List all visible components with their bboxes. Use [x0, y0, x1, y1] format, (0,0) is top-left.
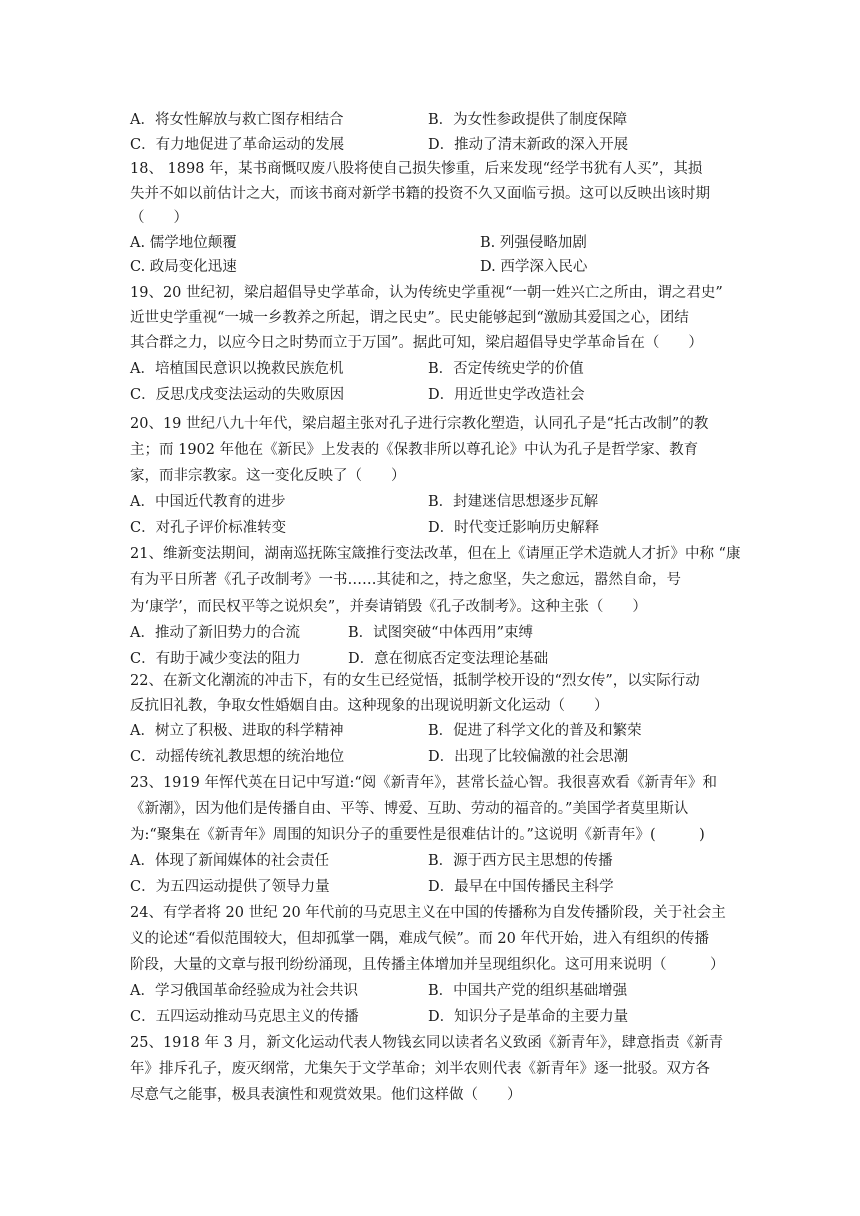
q19-option-b: B．否定传统史学的价值 — [428, 361, 584, 377]
q17-option-b: B．为女性参政提供了制度保障 — [428, 112, 628, 128]
q23-option-c: C．为五四运动提供了领导力量 — [130, 879, 330, 895]
q19-option-c: C．反思戊戌变法运动的失败原因 — [130, 387, 345, 403]
q21-stem-line-2: 有为平日所著《孔子改制考》一书……其徒和之，持之愈坚，失之愈远，嚣然自命，号 — [130, 572, 681, 588]
q23-option-d: D．最早在中国传播民主科学 — [428, 879, 614, 895]
q22-option-b: B．促进了科学文化的普及和繁荣 — [428, 723, 642, 739]
q25-stem-line-1: 25、1918 年 3 月，新文化运动代表人物钱玄同以读者名义致函《新青年》，肆意指责《新青 — [130, 1035, 724, 1051]
q22-stem-line-2: 反抗旧礼教，争取女性婚姻自由。这种现象的出现说明新文化运动（ ） — [130, 698, 609, 714]
q19-stem-line-1: 19、20 世纪初，梁启超倡导史学革命，认为传统史学重视“一朝一姓兴亡之所由，谓之君史” — [130, 285, 723, 301]
q17-option-d: D．推动了清末新政的深入开展 — [428, 137, 629, 153]
q20-stem-line-2: 主；而 1902 年他在《新民》上发表的《保教非所以尊孔论》中认为孔子是哲学家、教育 — [130, 442, 699, 458]
q24-option-a: A．学习俄国革命经验成为社会共识 — [130, 983, 358, 999]
q24-stem-line-2: 义的论述“看似范围较大，但却孤掌一隅，难成气候”。而 20 年代开始，进入有组织的传播 — [130, 931, 709, 947]
q24-option-d: D．知识分子是革命的主要力量 — [428, 1009, 629, 1025]
q17-option-a: A．将女性解放与救亡图存相结合 — [130, 112, 344, 128]
q19-option-d: D．用近世史学改造社会 — [428, 387, 585, 403]
q24-stem-line-1: 24、有学者将 20 世纪 20 年代前的马克思主义在中国的传播称为自发传播阶段，关于社会主 — [130, 905, 726, 921]
q23-stem-line-2: 《新潮》，因为他们是传播自由、平等、博爱、互助、劳动的福音的。”美国学者莫里斯认 — [130, 801, 689, 817]
q20-option-d: D．时代变迁影响历史解释 — [428, 520, 600, 536]
q17-option-c: C．有力地促进了革命运动的发展 — [130, 137, 345, 153]
q19-stem-line-3: 其合群之力，以应今日之时势而立于万国”。据此可知，梁启超倡导史学革命旨在（ ） — [130, 335, 703, 351]
q18-stem-line-2: 失并不如以前估计之大，而该书商对新学书籍的投资不久又面临亏损。这可以反映出该时期 — [130, 186, 710, 202]
q18-stem-line-3: （ ） — [130, 210, 188, 226]
q22-option-c: C．动摇传统礼教思想的统治地位 — [130, 749, 345, 765]
q22-stem-line-1: 22、在新文化潮流的冲击下，有的女生已经觉悟，抵制学校开设的“烈女传”，以实际行动 — [130, 673, 700, 689]
q22-option-a: A．树立了积极、进取的科学精神 — [130, 723, 344, 739]
q18-option-a: A. 儒学地位颠覆 — [130, 235, 237, 251]
q18-stem-line-1: 18、 1898 年，某书商慨叹废八股将使自己损失惨重，后来发现“经学书犹有人买”，其损 — [130, 161, 703, 177]
q20-stem-line-1: 20、19 世纪八九十年代，梁启超主张对孔子进行宗教化塑造，认同孔子是“托古改制”的教 — [130, 416, 709, 432]
q24-option-c: C．五四运动推动马克思主义的传播 — [130, 1009, 359, 1025]
q23-option-b: B．源于西方民主思想的传播 — [428, 853, 613, 869]
q20-option-c: C．对孔子评价标准转变 — [130, 520, 287, 536]
q23-option-a: A．体现了新闻媒体的社会责任 — [130, 853, 329, 869]
q24-option-b: B．中国共产党的组织基础增强 — [428, 983, 628, 999]
q25-stem-line-3: 尽意气之能事，极具表演性和观赏效果。他们这样做（ ） — [130, 1087, 522, 1103]
q21-option-b: B．试图突破“中体西用”束缚 — [348, 625, 533, 641]
q20-stem-line-3: 家，而非宗教家。这一变化反映了（ ） — [130, 468, 406, 484]
q24-stem-line-3: 阶段，大量的文章与报刊纷纷涌现，且传播主体增加并呈现组织化。这可用来说明（ ） — [130, 957, 725, 973]
q19-stem-line-2: 近世史学重视“一城一乡教养之所起，谓之民史”。民史能够起到“激励其爱国之心，团结 — [130, 310, 689, 326]
q25-stem-line-2: 年》排斥孔子，废灭纲常，尤集矢于文学革命；刘半农则代表《新青年》逐一批驳。双方各 — [130, 1061, 710, 1077]
q20-option-a: A．中国近代教育的进步 — [130, 494, 286, 510]
q18-option-c: C. 政局变化迅速 — [130, 259, 237, 275]
q21-option-a: A．推动了新旧势力的合流 — [130, 625, 300, 641]
q23-stem-line-3: 为:“聚集在《新青年》周围的知识分子的重要性是很难估计的。”这说明《新青年》( ) — [130, 827, 705, 843]
q21-stem-line-3: 为‘康学’，而民权平等之说炽矣”，并奏请销毁《孔子改制考》。这种主张（ ） — [130, 599, 647, 615]
q18-option-b: B. 列强侵略加剧 — [480, 235, 587, 251]
q18-option-d: D. 西学深入民心 — [480, 259, 588, 275]
q19-option-a: A．培植国民意识以挽救民族危机 — [130, 361, 344, 377]
q21-stem-line-1: 21、维新变法期间，湖南巡抚陈宝箴推行变法改革，但在上《请厘正学术造就人才折》中称 “康 — [130, 546, 741, 562]
q23-stem-line-1: 23、1919 年恽代英在日记中写道:“阅《新青年》，甚常长益心智。我很喜欢看《新青年》和 — [130, 775, 718, 791]
q21-option-c: C．有助于减少变法的阻力 — [130, 651, 301, 667]
q20-option-b: B．封建迷信思想逐步瓦解 — [428, 494, 599, 510]
q22-option-d: D．出现了比较偏激的社会思潮 — [428, 749, 629, 765]
q21-option-d: D．意在彻底否定变法理论基础 — [348, 651, 549, 667]
